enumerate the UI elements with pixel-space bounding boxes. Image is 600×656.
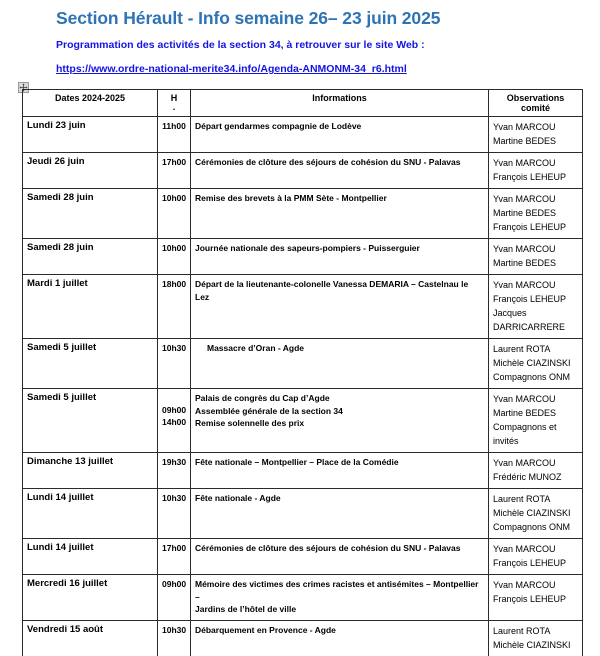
cell-informations-line: Mémoire des victimes des crimes racistes et antisémites – Montpellier – (195, 579, 479, 602)
agenda-table-container (22, 89, 582, 656)
table-row (23, 453, 583, 489)
cell-observations-line: Laurent ROTA (493, 625, 551, 636)
cell-observations-line: Yvan MARCOU (493, 458, 556, 468)
cell-hour (158, 539, 191, 575)
cell-observations (489, 239, 583, 275)
cell-informations (191, 239, 489, 275)
cell-hour-line: 17h00 (162, 157, 187, 167)
table-row (23, 239, 583, 275)
cell-observations-line: Jacques DARRICARRERE (493, 308, 566, 332)
cell-observations-line: François LEHEUP (493, 172, 567, 182)
cell-hour-line: 18h00 (162, 279, 187, 289)
cell-observations-line: Yvan MARCOU (493, 280, 556, 290)
cell-informations-line: Journée nationale des sapeurs-pompiers - Puisserguier (195, 243, 420, 253)
cell-observations-line: Yvan MARCOU (493, 394, 556, 404)
cell-hour-line: 09h00 (162, 579, 187, 589)
cell-observations-line: François LEHEUP (493, 222, 567, 232)
cell-informations-line: Jardins de l’hôtel de ville (195, 604, 297, 614)
cell-informations-line: Palais de congrès du Cap d’Agde (195, 393, 330, 403)
table-row (23, 389, 583, 453)
cell-informations-line: Fête nationale – Montpellier – Place de la Comédie (195, 457, 399, 467)
cell-date: Lundi 14 juillet (23, 539, 158, 575)
cell-hour (158, 489, 191, 539)
cell-informations-line: Fête nationale - Agde (195, 493, 281, 503)
cell-hour (158, 339, 191, 389)
cell-date: Lundi 14 juillet (23, 489, 158, 539)
cell-date: Samedi 5 juillet (23, 339, 158, 389)
column-header-observations-sublabel: comité (520, 103, 550, 113)
cell-observations (489, 275, 583, 339)
cell-informations (191, 489, 489, 539)
cell-date: Vendredi 15 août (23, 620, 158, 656)
cell-observations (489, 575, 583, 621)
cell-observations-line: Yvan MARCOU (493, 580, 556, 590)
cell-observations-line: Compagnons ONM (493, 372, 571, 382)
column-header-hour-label: H (170, 93, 178, 103)
column-header-informations-label: Informations (312, 93, 367, 103)
cell-informations (191, 189, 489, 239)
table-row (23, 489, 583, 539)
cell-observations-line: Laurent ROTA (493, 494, 551, 504)
column-header-observations-label: Observations (506, 93, 565, 103)
cell-informations-line: Cérémonies de clôture des séjours de cohésion du SNU - Palavas (195, 157, 461, 167)
cell-observations (489, 339, 583, 389)
table-row (23, 153, 583, 189)
cell-date: Jeudi 26 juin (23, 153, 158, 189)
agenda-website-link[interactable]: https://www.ordre-national-merite34.info/Agenda-ANMONM-34_r6.html (56, 63, 407, 75)
cell-observations-line: Michèle CIAZINSKI (493, 358, 571, 368)
cell-hour (158, 389, 191, 453)
cell-observations-line: Compagnons ONM (493, 522, 571, 532)
cell-observations (489, 189, 583, 239)
column-header-hour-sub: . (172, 102, 176, 112)
agenda-table (22, 89, 583, 656)
cell-informations-line: Cérémonies de clôture des séjours de cohésion du SNU - Palavas (195, 543, 461, 553)
cell-observations-line: Martine BEDES (493, 208, 557, 218)
cell-observations-line: Michèle CIAZINSKI (493, 639, 571, 650)
cell-hour-line: 10h00 (162, 193, 187, 203)
cell-observations-line: Martine BEDES (493, 258, 557, 268)
cell-hour-line: 19h30 (162, 457, 187, 467)
cell-observations (489, 489, 583, 539)
cell-hour (158, 275, 191, 339)
cell-observations-line: François LEHEUP (493, 294, 567, 304)
cell-informations (191, 153, 489, 189)
cell-hour-line: 10h30 (162, 493, 187, 503)
cell-observations (489, 117, 583, 153)
table-header-row (23, 90, 583, 117)
cell-hour (158, 453, 191, 489)
cell-hour (158, 575, 191, 621)
cell-observations-line: Yvan MARCOU (493, 194, 556, 204)
cell-hour-line: 14h00 (162, 417, 187, 427)
cell-observations-line: Yvan MARCOU (493, 244, 556, 254)
table-row (23, 575, 583, 621)
cell-hour-line: 10h30 (162, 624, 187, 635)
cell-informations (191, 575, 489, 621)
table-row (23, 539, 583, 575)
cell-observations (489, 620, 583, 656)
cell-observations-line: Yvan MARCOU (493, 544, 556, 554)
cell-date: Mercredi 16 juillet (23, 575, 158, 621)
cell-date: Samedi 28 juin (23, 239, 158, 275)
cell-informations (191, 339, 489, 389)
cell-observations-line: Martine BEDES (493, 408, 557, 418)
cell-hour (158, 239, 191, 275)
cell-observations-line: Frédéric MUNOZ (493, 472, 562, 482)
cell-observations (489, 389, 583, 453)
cell-informations-line: Départ de la lieutenante-colonelle Vanessa DEMARIA – Castelnau le Lez (195, 279, 469, 302)
cell-observations-line: Laurent ROTA (493, 344, 551, 354)
cell-observations-line: François LEHEUP (493, 594, 567, 604)
cell-observations-line: Yvan MARCOU (493, 158, 556, 168)
cell-informations (191, 275, 489, 339)
cell-observations-line: Michèle CIAZINSKI (493, 508, 571, 518)
cell-informations (191, 620, 489, 656)
table-row (23, 275, 583, 339)
table-row (23, 189, 583, 239)
cell-observations (489, 539, 583, 575)
cell-informations-line: Départ gendarmes compagnie de Lodève (195, 121, 362, 131)
column-header-dates-label: Dates 2024-2025 (54, 93, 126, 103)
cell-hour-line: 09h00 (162, 405, 187, 415)
page-title: Section Hérault - Info semaine 26– 23 juin 2025 (56, 8, 441, 28)
cell-observations-line: François LEHEUP (493, 558, 567, 568)
cell-informations (191, 389, 489, 453)
column-header-hour (158, 90, 191, 117)
cell-hour (158, 189, 191, 239)
cell-informations (191, 539, 489, 575)
cell-informations-line: Assemblée générale de la section 34 (195, 405, 343, 416)
cell-date: Samedi 28 juin (23, 189, 158, 239)
table-row (23, 117, 583, 153)
cell-informations (191, 117, 489, 153)
cell-hour (158, 620, 191, 656)
cell-date: Samedi 5 juillet (23, 389, 158, 453)
column-header-dates (23, 90, 158, 117)
cell-hour-line: 10h30 (162, 343, 187, 353)
agenda-table-body (23, 117, 583, 656)
cell-hour-line: 11h00 (162, 121, 186, 131)
column-header-informations (191, 90, 489, 117)
cell-observations (489, 453, 583, 489)
cell-date: Mardi 1 juillet (23, 275, 158, 339)
cell-hour-line: 10h00 (162, 243, 187, 253)
cell-observations-line: Yvan MARCOU (493, 122, 556, 132)
cell-date: Lundi 23 juin (23, 117, 158, 153)
cell-date: Dimanche 13 juillet (23, 453, 158, 489)
cell-observations (489, 153, 583, 189)
table-row (23, 339, 583, 389)
cell-informations-line: Remise solennelle des prix (195, 418, 305, 428)
cell-informations (191, 453, 489, 489)
cell-hour-line: 17h00 (162, 543, 187, 553)
cell-informations-line: Débarquement en Provence - Agde (195, 624, 336, 635)
cell-hour (158, 117, 191, 153)
cell-hour (158, 153, 191, 189)
cell-observations-line: Compagnons et invités (493, 422, 557, 446)
cell-hour-line (162, 392, 186, 404)
cell-informations-line: Remise des brevets à la PMM Sète - Montpellier (195, 193, 387, 203)
page-subtitle: Programmation des activités de la section 34, à retrouver sur le site Web : (56, 39, 425, 51)
column-header-observations (489, 90, 583, 117)
table-row (23, 620, 583, 656)
cell-informations-line: Massacre d’Oran - Agde (207, 343, 304, 353)
cell-observations-line: Martine BEDES (493, 136, 557, 146)
